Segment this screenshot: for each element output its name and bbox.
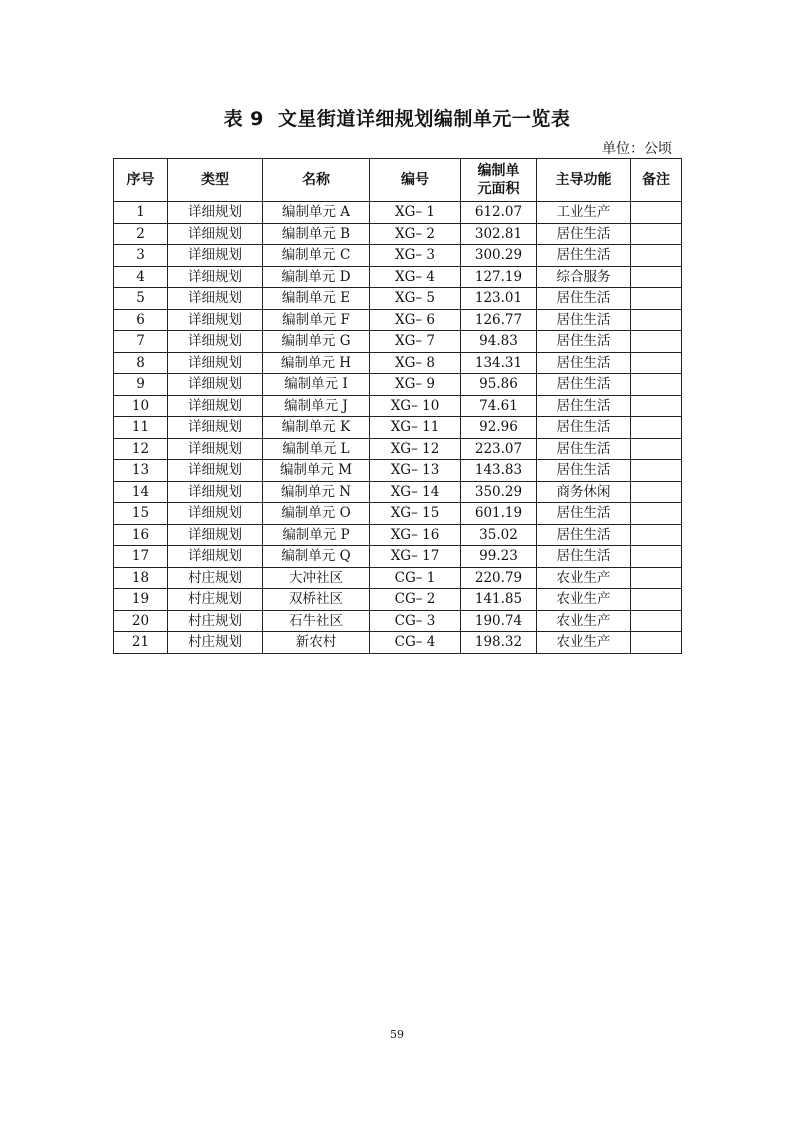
- cell-type: 村庄规划: [168, 589, 263, 611]
- cell-seq: 15: [114, 503, 168, 525]
- cell-code: XG– 14: [370, 481, 461, 503]
- cell-type: 详细规划: [168, 331, 263, 353]
- unit-label: 单位：公顷: [602, 141, 672, 157]
- header-cell-name: 名称: [263, 159, 370, 202]
- cell-seq: 11: [114, 417, 168, 439]
- cell-seq: 20: [114, 610, 168, 632]
- cell-area: 601.19: [461, 503, 537, 525]
- table-row: [114, 632, 682, 654]
- cell-area: 95.86: [461, 374, 537, 396]
- cell-type: 村庄规划: [168, 610, 263, 632]
- cell-code: XG– 2: [370, 223, 461, 245]
- cell-name: 编制单元 G: [263, 331, 370, 353]
- cell-function: 商务休闲: [537, 481, 631, 503]
- cell-code: CG– 4: [370, 632, 461, 654]
- cell-type: 详细规划: [168, 460, 263, 482]
- cell-area: 134.31: [461, 352, 537, 374]
- table-row: [114, 223, 682, 245]
- table-row: [114, 481, 682, 503]
- cell-name: 新农村: [263, 632, 370, 654]
- cell-code: XG– 16: [370, 524, 461, 546]
- table-row: [114, 352, 682, 374]
- table-row: [114, 374, 682, 396]
- header-cell-code: 编号: [370, 159, 461, 202]
- cell-type: 详细规划: [168, 374, 263, 396]
- cell-function: 居住生活: [537, 417, 631, 439]
- cell-name: 编制单元 J: [263, 395, 370, 417]
- cell-seq: 18: [114, 567, 168, 589]
- cell-type: 详细规划: [168, 309, 263, 331]
- cell-seq: 3: [114, 245, 168, 267]
- cell-remark: [631, 524, 682, 546]
- cell-function: 农业生产: [537, 567, 631, 589]
- table-row: [114, 245, 682, 267]
- cell-name: 石牛社区: [263, 610, 370, 632]
- cell-seq: 7: [114, 331, 168, 353]
- table-row: [114, 610, 682, 632]
- table-row: [114, 395, 682, 417]
- cell-function: 居住生活: [537, 395, 631, 417]
- cell-seq: 21: [114, 632, 168, 654]
- cell-seq: 17: [114, 546, 168, 568]
- cell-type: 详细规划: [168, 438, 263, 460]
- cell-area: 190.74: [461, 610, 537, 632]
- cell-remark: [631, 481, 682, 503]
- cell-code: XG– 5: [370, 288, 461, 310]
- cell-remark: [631, 546, 682, 568]
- cell-area: 94.83: [461, 331, 537, 353]
- table-title: [0, 104, 794, 131]
- cell-name: 编制单元 D: [263, 266, 370, 288]
- header-cell-remark: 备注: [631, 159, 682, 202]
- cell-name: 编制单元 F: [263, 309, 370, 331]
- cell-name: 编制单元 L: [263, 438, 370, 460]
- cell-type: 详细规划: [168, 223, 263, 245]
- page-number: 59: [390, 1028, 404, 1041]
- cell-area: 300.29: [461, 245, 537, 267]
- cell-area: 143.83: [461, 460, 537, 482]
- cell-code: CG– 3: [370, 610, 461, 632]
- cell-area: 126.77: [461, 309, 537, 331]
- cell-function: 居住生活: [537, 460, 631, 482]
- cell-name: 大冲社区: [263, 567, 370, 589]
- planning-units-table: [113, 158, 682, 654]
- cell-area: 127.19: [461, 266, 537, 288]
- cell-code: XG– 9: [370, 374, 461, 396]
- cell-code: XG– 7: [370, 331, 461, 353]
- cell-remark: [631, 460, 682, 482]
- table-row: [114, 503, 682, 525]
- cell-remark: [631, 632, 682, 654]
- cell-type: 详细规划: [168, 546, 263, 568]
- cell-remark: [631, 438, 682, 460]
- table-row: [114, 546, 682, 568]
- table-number: 表 9: [223, 108, 264, 130]
- cell-code: XG– 10: [370, 395, 461, 417]
- cell-remark: [631, 374, 682, 396]
- cell-name: 编制单元 B: [263, 223, 370, 245]
- table-row: [114, 417, 682, 439]
- cell-function: 居住生活: [537, 503, 631, 525]
- cell-name: 编制单元 N: [263, 481, 370, 503]
- cell-name: 编制单元 M: [263, 460, 370, 482]
- cell-code: XG– 17: [370, 546, 461, 568]
- cell-function: 居住生活: [537, 546, 631, 568]
- cell-area: 198.32: [461, 632, 537, 654]
- cell-seq: 4: [114, 266, 168, 288]
- cell-area: 123.01: [461, 288, 537, 310]
- cell-function: 居住生活: [537, 245, 631, 267]
- cell-area: 35.02: [461, 524, 537, 546]
- header-cell-type: 类型: [168, 159, 263, 202]
- cell-type: 详细规划: [168, 503, 263, 525]
- cell-remark: [631, 309, 682, 331]
- cell-function: 居住生活: [537, 223, 631, 245]
- cell-function: 居住生活: [537, 524, 631, 546]
- cell-area: 99.23: [461, 546, 537, 568]
- cell-code: XG– 11: [370, 417, 461, 439]
- cell-seq: 14: [114, 481, 168, 503]
- cell-type: 村庄规划: [168, 632, 263, 654]
- table-row: [114, 567, 682, 589]
- cell-function: 农业生产: [537, 632, 631, 654]
- cell-type: 详细规划: [168, 202, 263, 224]
- cell-code: XG– 4: [370, 266, 461, 288]
- cell-seq: 2: [114, 223, 168, 245]
- cell-remark: [631, 352, 682, 374]
- cell-area: 612.07: [461, 202, 537, 224]
- cell-type: 详细规划: [168, 245, 263, 267]
- cell-name: 编制单元 K: [263, 417, 370, 439]
- cell-area: 223.07: [461, 438, 537, 460]
- table-row: [114, 524, 682, 546]
- cell-seq: 13: [114, 460, 168, 482]
- table-row: [114, 589, 682, 611]
- header-row: [114, 159, 682, 202]
- cell-remark: [631, 266, 682, 288]
- cell-function: 居住生活: [537, 331, 631, 353]
- cell-remark: [631, 589, 682, 611]
- cell-area: 74.61: [461, 395, 537, 417]
- cell-name: 编制单元 C: [263, 245, 370, 267]
- cell-remark: [631, 331, 682, 353]
- cell-seq: 19: [114, 589, 168, 611]
- cell-name: 编制单元 I: [263, 374, 370, 396]
- cell-function: 工业生产: [537, 202, 631, 224]
- table-title-text: 文星街道详细规划编制单元一览表: [277, 108, 571, 130]
- cell-type: 详细规划: [168, 524, 263, 546]
- table-row: [114, 309, 682, 331]
- cell-remark: [631, 503, 682, 525]
- cell-area: 220.79: [461, 567, 537, 589]
- table-row: [114, 331, 682, 353]
- cell-type: 村庄规划: [168, 567, 263, 589]
- table-row: [114, 438, 682, 460]
- cell-function: 综合服务: [537, 266, 631, 288]
- cell-function: 居住生活: [537, 438, 631, 460]
- cell-name: 编制单元 O: [263, 503, 370, 525]
- cell-seq: 9: [114, 374, 168, 396]
- cell-remark: [631, 610, 682, 632]
- cell-code: XG– 12: [370, 438, 461, 460]
- cell-name: 编制单元 P: [263, 524, 370, 546]
- cell-code: XG– 15: [370, 503, 461, 525]
- cell-name: 编制单元 Q: [263, 546, 370, 568]
- header-cell-seq: 序号: [114, 159, 168, 202]
- cell-code: XG– 13: [370, 460, 461, 482]
- cell-type: 详细规划: [168, 352, 263, 374]
- cell-remark: [631, 567, 682, 589]
- header-cell-area: 编制单 元面积: [461, 159, 537, 202]
- table-row: [114, 288, 682, 310]
- cell-code: XG– 8: [370, 352, 461, 374]
- cell-name: 双桥社区: [263, 589, 370, 611]
- cell-code: XG– 3: [370, 245, 461, 267]
- cell-area: 92.96: [461, 417, 537, 439]
- cell-type: 详细规划: [168, 481, 263, 503]
- cell-code: CG– 1: [370, 567, 461, 589]
- cell-remark: [631, 395, 682, 417]
- cell-seq: 6: [114, 309, 168, 331]
- cell-function: 农业生产: [537, 589, 631, 611]
- cell-seq: 8: [114, 352, 168, 374]
- cell-function: 居住生活: [537, 309, 631, 331]
- cell-seq: 1: [114, 202, 168, 224]
- cell-code: XG– 6: [370, 309, 461, 331]
- cell-remark: [631, 288, 682, 310]
- cell-remark: [631, 223, 682, 245]
- cell-function: 农业生产: [537, 610, 631, 632]
- cell-name: 编制单元 E: [263, 288, 370, 310]
- cell-name: 编制单元 H: [263, 352, 370, 374]
- cell-type: 详细规划: [168, 288, 263, 310]
- cell-seq: 16: [114, 524, 168, 546]
- cell-type: 详细规划: [168, 266, 263, 288]
- table-row: [114, 202, 682, 224]
- cell-name: 编制单元 A: [263, 202, 370, 224]
- table-row: [114, 266, 682, 288]
- cell-function: 居住生活: [537, 374, 631, 396]
- cell-seq: 5: [114, 288, 168, 310]
- cell-function: 居住生活: [537, 288, 631, 310]
- cell-remark: [631, 202, 682, 224]
- cell-code: CG– 2: [370, 589, 461, 611]
- table-body: [114, 202, 682, 654]
- cell-area: 350.29: [461, 481, 537, 503]
- cell-type: 详细规划: [168, 395, 263, 417]
- cell-function: 居住生活: [537, 352, 631, 374]
- cell-area: 302.81: [461, 223, 537, 245]
- table-row: [114, 460, 682, 482]
- cell-seq: 10: [114, 395, 168, 417]
- cell-code: XG– 1: [370, 202, 461, 224]
- cell-remark: [631, 417, 682, 439]
- cell-area: 141.85: [461, 589, 537, 611]
- cell-remark: [631, 245, 682, 267]
- cell-seq: 12: [114, 438, 168, 460]
- cell-type: 详细规划: [168, 417, 263, 439]
- header-cell-function: 主导功能: [537, 159, 631, 202]
